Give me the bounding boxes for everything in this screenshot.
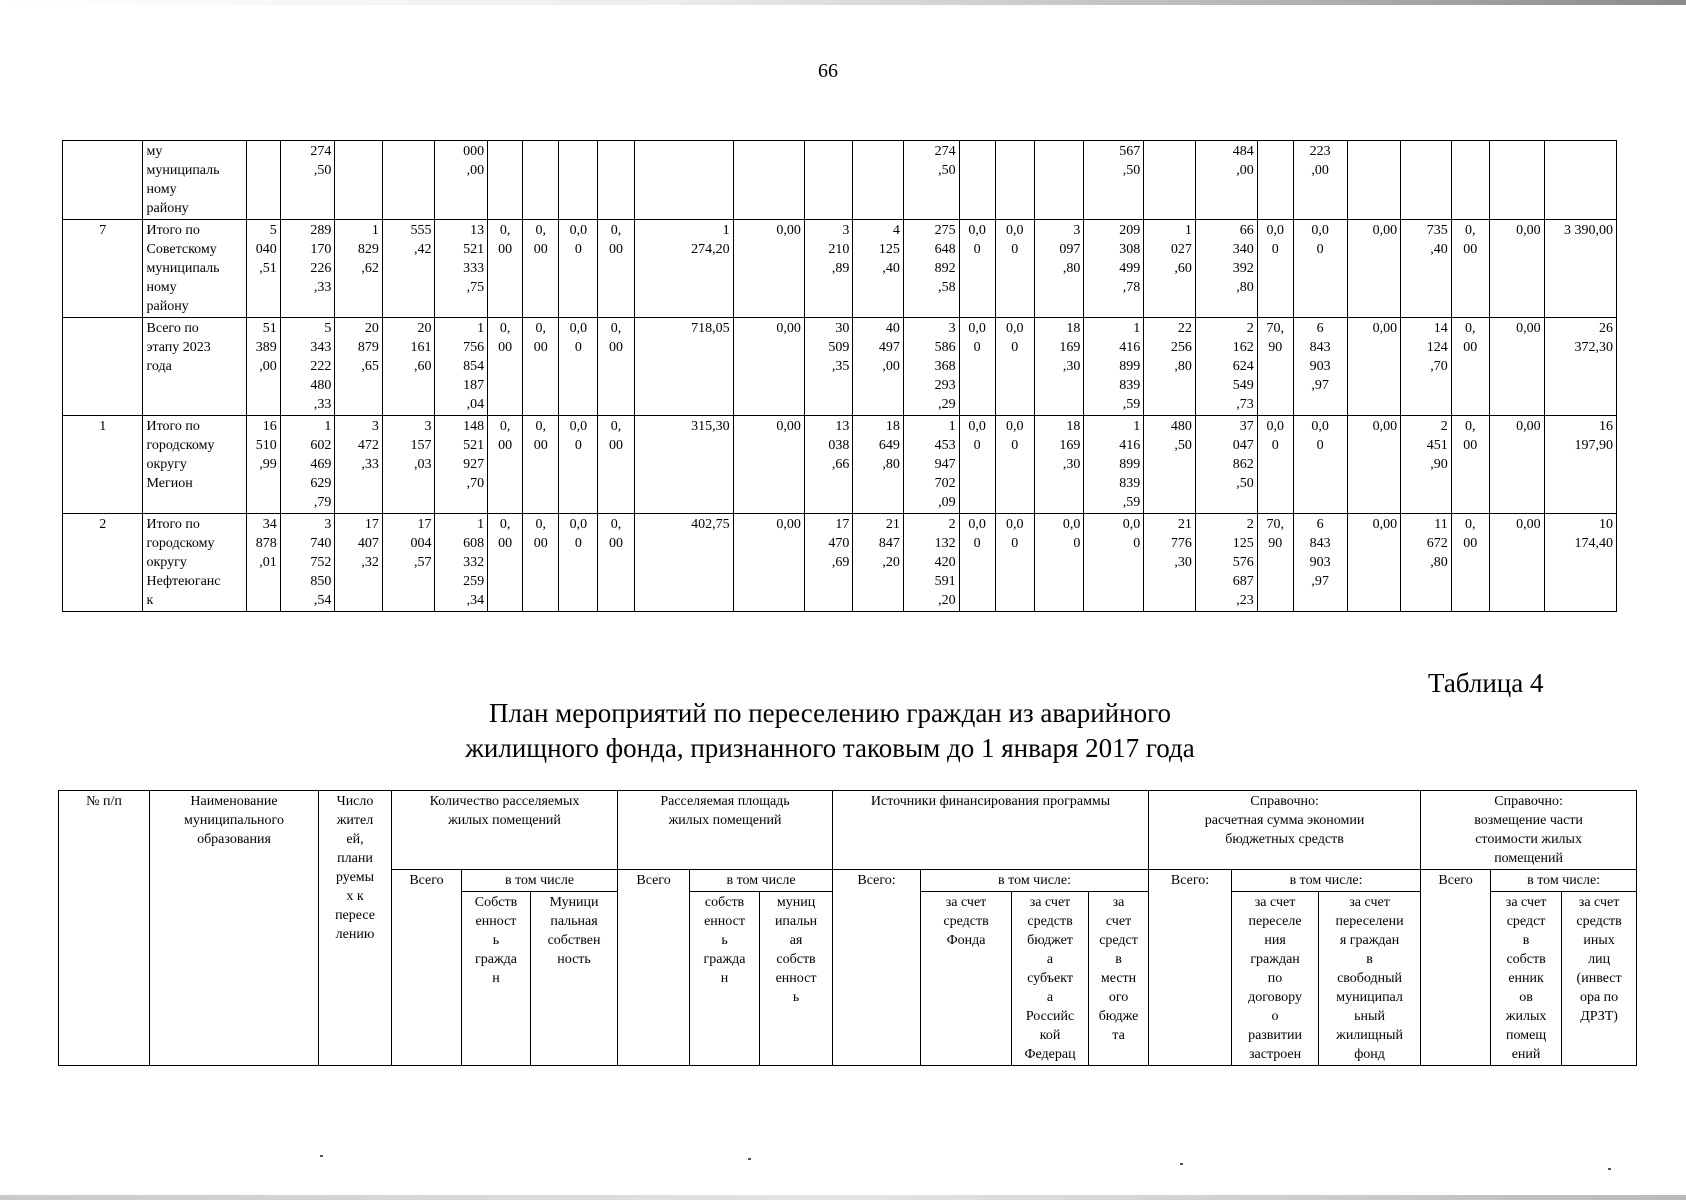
municipality-name-cell: Всего по этапу 2023 года	[143, 318, 246, 416]
value-cell: 555 ,42	[382, 220, 435, 318]
plan-header-table	[58, 790, 1637, 1066]
value-cell: 11 672 ,80	[1401, 514, 1452, 612]
area-total-header: Всего	[618, 870, 690, 1066]
row-number-cell	[63, 318, 143, 416]
scan-edge-bottom	[0, 1195, 1686, 1200]
value-cell: 0, 00	[1451, 514, 1489, 612]
municipality-name-cell: Итого по Советскому муниципаль ному району	[143, 220, 246, 318]
value-cell	[1401, 141, 1452, 220]
value-cell: 000 ,00	[435, 141, 488, 220]
value-cell: 0, 00	[523, 318, 559, 416]
col-people-header: Число жител ей, плани руемы х к пересе лению	[319, 791, 392, 1066]
col-financing-header: Источники финансирования программы	[833, 791, 1149, 870]
value-cell: 1 416 899 839 ,59	[1084, 416, 1144, 514]
scan-speck	[1180, 1163, 1183, 1165]
value-cell: 3 390,00	[1544, 220, 1616, 318]
value-cell: 1 027 ,60	[1144, 220, 1196, 318]
value-cell	[382, 141, 435, 220]
table-row	[63, 416, 1617, 514]
row-number-cell: 1	[63, 416, 143, 514]
col-compensation-header: Справочно: возмещение части стоимости жилых помещений	[1421, 791, 1637, 870]
value-cell: 1 829 ,62	[335, 220, 382, 318]
value-cell: 274 ,50	[903, 141, 959, 220]
value-cell: 0,0 0	[959, 220, 995, 318]
page-number: 66	[818, 60, 838, 82]
value-cell: 40 497 ,00	[853, 318, 904, 416]
value-cell: 70, 90	[1257, 318, 1293, 416]
value-cell: 0, 00	[1451, 318, 1489, 416]
continuation-table	[62, 140, 1617, 612]
value-cell: 0,0 0	[1293, 220, 1347, 318]
municipality-name-cell: Итого по городскому округу Нефтеюганс к	[143, 514, 246, 612]
col-name-header: Наименование муниципального образования	[150, 791, 319, 1066]
value-cell: 315,30	[634, 416, 733, 514]
value-cell	[1347, 141, 1401, 220]
value-cell: 3 157 ,03	[382, 416, 435, 514]
scan-speck	[320, 1155, 323, 1157]
value-cell: 0,00	[1489, 514, 1544, 612]
value-cell: 0, 00	[488, 318, 523, 416]
value-cell: 51 389 ,00	[246, 318, 280, 416]
fin-incl-header: в том числе:	[921, 870, 1149, 892]
plan-title: План мероприятий по переселению граждан из аварийного жилищного фонда, признанного таковым до 1 января 2017 года	[465, 698, 1195, 763]
municipality-name-cell: Итого по городскому округу Мегион	[143, 416, 246, 514]
value-cell: 0, 00	[598, 318, 634, 416]
value-cell	[1144, 141, 1196, 220]
value-cell: 66 340 392 ,80	[1195, 220, 1257, 318]
rooms-mun-header: Муници пальная собствен ность	[531, 892, 618, 1066]
value-cell: 0, 00	[1451, 416, 1489, 514]
rooms-total-header: Всего	[392, 870, 462, 1066]
value-cell: 0,0 0	[1257, 220, 1293, 318]
value-cell: 0, 00	[598, 514, 634, 612]
value-cell: 0,00	[733, 514, 804, 612]
value-cell: 3 210 ,89	[804, 220, 852, 318]
value-cell	[1257, 141, 1293, 220]
value-cell: 1 756 854 187 ,04	[435, 318, 488, 416]
value-cell: 0, 00	[488, 220, 523, 318]
fin-total-header: Всего:	[833, 870, 921, 1066]
value-cell: 0, 00	[523, 514, 559, 612]
value-cell: 0,00	[1489, 416, 1544, 514]
scan-speck	[1608, 1168, 1611, 1170]
econ-total-header: Всего:	[1149, 870, 1232, 1066]
value-cell: 0, 00	[1451, 220, 1489, 318]
table-row	[63, 141, 1617, 220]
value-cell: 37 047 862 ,50	[1195, 416, 1257, 514]
value-cell: 34 878 ,01	[246, 514, 280, 612]
value-cell: 484 ,00	[1195, 141, 1257, 220]
value-cell	[853, 141, 904, 220]
row-number-cell: 7	[63, 220, 143, 318]
econ-dev-header: за счет переселе ния граждан по договору о развитии застроен	[1232, 892, 1319, 1066]
value-cell: 0,00	[733, 220, 804, 318]
value-cell: 289 170 226 ,33	[280, 220, 335, 318]
value-cell: 4 125 ,40	[853, 220, 904, 318]
value-cell: 6 843 903 ,97	[1293, 318, 1347, 416]
value-cell	[523, 141, 559, 220]
value-cell: 18 169 ,30	[1034, 416, 1084, 514]
value-cell: 0,00	[733, 318, 804, 416]
value-cell: 0,0 0	[995, 220, 1034, 318]
value-cell: 275 648 892 ,58	[903, 220, 959, 318]
value-cell: 16 197,90	[1544, 416, 1616, 514]
value-cell: 20 879 ,65	[335, 318, 382, 416]
value-cell: 17 004 ,57	[382, 514, 435, 612]
value-cell: 0,00	[733, 416, 804, 514]
scan-edge-top	[0, 0, 1686, 5]
area-own-header: собств енност ь гражда н	[690, 892, 760, 1066]
value-cell: 3 097 ,80	[1034, 220, 1084, 318]
value-cell: 0,0 0	[559, 318, 598, 416]
value-cell: 0,0 0	[559, 514, 598, 612]
value-cell: 0,00	[1489, 318, 1544, 416]
value-cell: 17 470 ,69	[804, 514, 852, 612]
table-row	[63, 220, 1617, 318]
value-cell: 0,0 0	[995, 318, 1034, 416]
col-num-header: № п/п	[59, 791, 150, 1066]
value-cell: 2 125 576 687 ,23	[1195, 514, 1257, 612]
value-cell: 20 161 ,60	[382, 318, 435, 416]
area-mun-header: муниц ипальн ая собств енност ь	[760, 892, 833, 1066]
value-cell: 30 509 ,35	[804, 318, 852, 416]
value-cell: 148 521 927 ,70	[435, 416, 488, 514]
value-cell: 13 521 333 ,75	[435, 220, 488, 318]
value-cell: 0, 00	[523, 416, 559, 514]
value-cell: 0,0 0	[995, 416, 1034, 514]
value-cell: 5 343 222 480 ,33	[280, 318, 335, 416]
fin-subject-header: за счет средств бюджет а субъект а Российс кой Федерац	[1012, 892, 1089, 1066]
header-row-1	[59, 791, 1637, 870]
row-number-cell: 2	[63, 514, 143, 612]
value-cell	[335, 141, 382, 220]
col-economy-header: Справочно: расчетная сумма экономии бюджетных средств	[1149, 791, 1421, 870]
value-cell: 5 040 ,51	[246, 220, 280, 318]
value-cell	[1544, 141, 1616, 220]
value-cell: 0, 00	[598, 416, 634, 514]
value-cell	[995, 141, 1034, 220]
value-cell	[804, 141, 852, 220]
value-cell: 0,0 0	[559, 416, 598, 514]
value-cell: 274 ,50	[280, 141, 335, 220]
value-cell: 0,00	[1347, 318, 1401, 416]
value-cell: 0,00	[1489, 220, 1544, 318]
value-cell: 2 162 624 549 ,73	[1195, 318, 1257, 416]
value-cell: 16 510 ,99	[246, 416, 280, 514]
value-cell: 0,0 0	[995, 514, 1034, 612]
value-cell	[634, 141, 733, 220]
value-cell: 3 586 368 293 ,29	[903, 318, 959, 416]
value-cell	[559, 141, 598, 220]
col-area-header: Расселяемая площадь жилых помещений	[618, 791, 833, 870]
municipality-name-cell: му муниципаль ному району	[143, 141, 246, 220]
value-cell: 17 407 ,32	[335, 514, 382, 612]
value-cell: 0,00	[1347, 220, 1401, 318]
value-cell: 13 038 ,66	[804, 416, 852, 514]
value-cell: 0,0 0	[1034, 514, 1084, 612]
value-cell: 567 ,50	[1084, 141, 1144, 220]
value-cell: 0, 00	[488, 416, 523, 514]
value-cell: 223 ,00	[1293, 141, 1347, 220]
value-cell	[598, 141, 634, 220]
value-cell: 402,75	[634, 514, 733, 612]
value-cell: 0,0 0	[959, 416, 995, 514]
value-cell	[488, 141, 523, 220]
value-cell: 0,0 0	[1084, 514, 1144, 612]
comp-owners-header: за счет средст в собств енник ов жилых помещ ений	[1491, 892, 1562, 1066]
value-cell: 14 124 ,70	[1401, 318, 1452, 416]
rooms-incl-header: в том числе	[462, 870, 618, 892]
table-label: Таблица 4	[1428, 668, 1544, 698]
value-cell	[246, 141, 280, 220]
value-cell: 2 451 ,90	[1401, 416, 1452, 514]
value-cell: 0,0 0	[1257, 416, 1293, 514]
value-cell: 2 132 420 591 ,20	[903, 514, 959, 612]
value-cell: 21 776 ,30	[1144, 514, 1196, 612]
value-cell: 1 608 332 259 ,34	[435, 514, 488, 612]
value-cell: 1 274,20	[634, 220, 733, 318]
col-rooms-header: Количество расселяемых жилых помещений	[392, 791, 618, 870]
value-cell	[1451, 141, 1489, 220]
value-cell: 26 372,30	[1544, 318, 1616, 416]
value-cell: 0,0 0	[959, 514, 995, 612]
value-cell: 209 308 499 ,78	[1084, 220, 1144, 318]
value-cell: 22 256 ,80	[1144, 318, 1196, 416]
comp-investor-header: за счет средств иных лиц (инвест ора по ДРЗТ)	[1562, 892, 1637, 1066]
value-cell: 0, 00	[598, 220, 634, 318]
fin-fund-header: за счет средств Фонда	[921, 892, 1012, 1066]
value-cell: 480 ,50	[1144, 416, 1196, 514]
table-row	[63, 318, 1617, 416]
value-cell: 1 416 899 839 ,59	[1084, 318, 1144, 416]
value-cell: 18 169 ,30	[1034, 318, 1084, 416]
value-cell: 70, 90	[1257, 514, 1293, 612]
scan-speck	[748, 1158, 751, 1160]
value-cell: 0,00	[1347, 416, 1401, 514]
value-cell: 0,0 0	[559, 220, 598, 318]
value-cell: 18 649 ,80	[853, 416, 904, 514]
value-cell	[1489, 141, 1544, 220]
value-cell: 3 740 752 850 ,54	[280, 514, 335, 612]
comp-total-header: Всего	[1421, 870, 1491, 1066]
value-cell	[1034, 141, 1084, 220]
value-cell: 6 843 903 ,97	[1293, 514, 1347, 612]
value-cell	[733, 141, 804, 220]
value-cell	[959, 141, 995, 220]
value-cell: 0, 00	[488, 514, 523, 612]
value-cell: 0,0 0	[959, 318, 995, 416]
value-cell: 735 ,40	[1401, 220, 1452, 318]
value-cell: 3 472 ,33	[335, 416, 382, 514]
econ-free-header: за счет переселени я граждан в свободный муниципал ьный жилищный фонд	[1319, 892, 1421, 1066]
fin-local-header: за счет средст в местн ого бюдже та	[1089, 892, 1149, 1066]
value-cell: 0,00	[1347, 514, 1401, 612]
value-cell: 0, 00	[523, 220, 559, 318]
value-cell: 718,05	[634, 318, 733, 416]
rooms-own-header: Собств енност ь гражда н	[462, 892, 531, 1066]
area-incl-header: в том числе	[690, 870, 833, 892]
row-number-cell	[63, 141, 143, 220]
value-cell: 1 602 469 629 ,79	[280, 416, 335, 514]
table-row	[63, 514, 1617, 612]
econ-incl-header: в том числе:	[1232, 870, 1421, 892]
value-cell: 1 453 947 702 ,09	[903, 416, 959, 514]
value-cell: 21 847 ,20	[853, 514, 904, 612]
value-cell: 0,0 0	[1293, 416, 1347, 514]
comp-incl-header: в том числе:	[1491, 870, 1637, 892]
value-cell: 10 174,40	[1544, 514, 1616, 612]
